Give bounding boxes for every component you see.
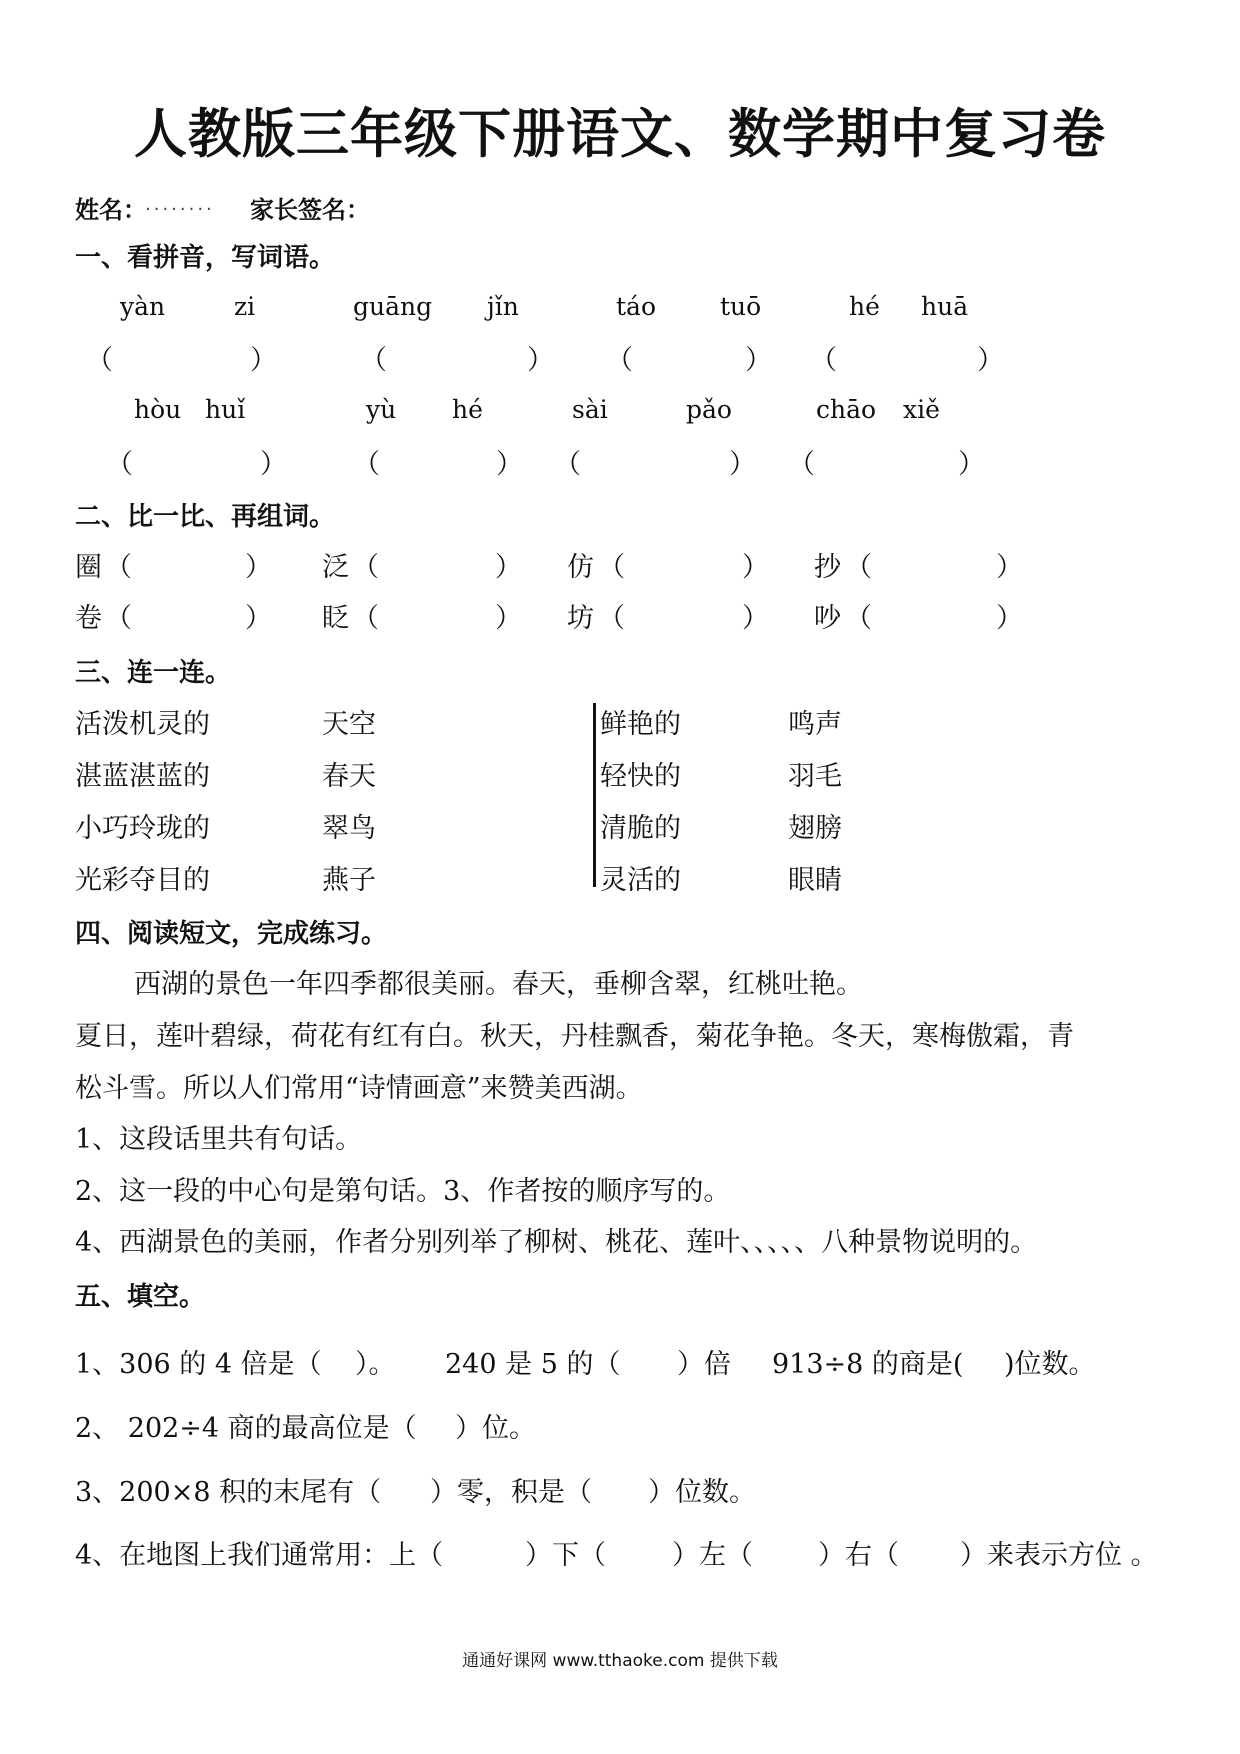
answer-right-paren: ） [496,449,523,480]
answer-left-paren: （ [554,449,581,480]
fill-question-2-end: ）位。 [455,1413,536,1444]
character: 泛 [322,552,349,583]
character: 仿 [567,552,594,583]
pinyin: hòu [134,395,182,424]
pinyin: jǐn [487,292,519,321]
question-2-3: 2、这一段的中心句是第句话。3、作者按的顺序写的。 [75,1176,731,1207]
character: 圈 [75,552,102,583]
fill-question-4-end: ）来表示方位 。 [960,1540,1158,1571]
answer-right-paren: ） [527,345,554,376]
character: 眨 [322,603,349,634]
pinyin: xiě [903,395,940,424]
character: 坊 [567,603,594,634]
match-right-target: 翅膀 [788,813,842,844]
character: 卷 [75,603,102,634]
fill-question-4: 4、在地图上我们通常用：上（ [75,1540,444,1571]
match-left-item: 活泼机灵的 [75,709,210,740]
answer-left-paren: （ [352,552,379,583]
match-left-item: 湛蓝湛蓝的 [75,761,210,792]
answer-left-paren: （ [360,345,387,376]
fill-question-1b-end: ）倍 [677,1349,731,1380]
section-1-heading: 一、看拼音，写词语。 [75,243,336,273]
fill-question-1c-end: )位数。 [1004,1349,1096,1380]
fill-question-3-end: ）位数。 [648,1477,756,1508]
answer-right-paren: ） [495,603,522,634]
pinyin: chāo [816,395,877,424]
fill-question-1: 1、306 的 4 倍是（ [75,1349,322,1380]
answer-left-paren: （ [845,603,872,634]
passage-line: 夏日，莲叶碧绿，荷花有红有白。秋天，丹桂飘香，菊花争艳。冬天，寒梅傲霜，青 [75,1021,1074,1052]
pinyin: hé [452,395,483,424]
answer-left-paren: （ [598,603,625,634]
answer-left-paren: （ [105,552,132,583]
pinyin: táo [616,292,657,321]
answer-right-paren: ） [495,552,522,583]
footer-source: 通通好课网 www.tthaoke.com 提供下载 [462,1651,778,1671]
name-dots: ........ [145,194,215,215]
section-5-heading: 五、填空。 [75,1282,206,1312]
match-left-target: 春天 [322,761,376,792]
match-left-item: 小巧玲珑的 [75,813,210,844]
page-title: 人教版三年级下册语文、数学期中复习卷 [134,104,1106,165]
answer-right-paren: ） [729,449,756,480]
pinyin: guāng [353,292,433,321]
fill-question-1c: 913÷8 的商是( [772,1349,964,1380]
fill-question-3: 3、200×8 积的末尾有（ [75,1477,382,1508]
match-left-target: 燕子 [322,865,376,896]
answer-left-paren: （ [352,603,379,634]
answer-right-paren: ） [977,345,1004,376]
answer-right-paren: ） [742,603,769,634]
answer-left-paren: （ [810,345,837,376]
pinyin: pǎo [686,395,732,424]
fill-question-4-right: ）右（ [818,1540,899,1571]
answer-right-paren: ） [245,552,272,583]
match-right-item: 轻快的 [600,761,681,792]
match-left-target: 天空 [322,709,376,740]
pinyin: huǐ [205,395,246,424]
character: 吵 [814,603,841,634]
pinyin: zi [234,292,256,321]
match-right-target: 眼睛 [788,865,842,896]
match-left-target: 翠鸟 [322,813,376,844]
answer-left-paren: （ [606,345,633,376]
pinyin: sài [572,395,608,424]
answer-left-paren: （ [86,345,113,376]
question-4: 4、西湖景色的美丽，作者分别列举了柳树、桃花、莲叶、、、、、八种景物说明的。 [75,1227,1038,1258]
parent-signature-label: 家长签名： [250,196,370,224]
fill-question-3-mid: ）零，积是（ [430,1477,592,1508]
match-right-target: 羽毛 [788,761,842,792]
answer-left-paren: （ [598,552,625,583]
answer-left-paren: （ [845,552,872,583]
fill-question-4-left: ）左（ [672,1540,753,1571]
match-right-item: 清脆的 [600,813,681,844]
section-4-heading: 四、阅读短文，完成练习。 [75,919,388,949]
fill-question-1b: 240 是 5 的（ [445,1349,621,1380]
pinyin: hé [849,292,880,321]
fill-question-1-end: ）。 [355,1349,396,1380]
character: 抄 [814,552,841,583]
section-2-heading: 二、比一比、再组词。 [75,502,336,532]
fill-question-2: 2、 202÷4 商的最高位是（ [75,1413,417,1444]
answer-right-paren: ） [996,552,1023,583]
answer-left-paren: （ [788,449,815,480]
pinyin: yàn [120,292,166,321]
match-right-target: 鸣声 [788,709,842,740]
match-right-item: 鲜艳的 [600,709,681,740]
pinyin: huā [921,292,969,321]
question-1: 1、这段话里共有句话。 [75,1124,363,1155]
answer-right-paren: ） [996,603,1023,634]
answer-left-paren: （ [353,449,380,480]
match-left-item: 光彩夺目的 [75,865,210,896]
answer-right-paren: ） [245,603,272,634]
pinyin: yù [366,395,397,424]
answer-right-paren: ） [745,345,772,376]
answer-right-paren: ） [958,449,985,480]
answer-right-paren: ） [260,449,287,480]
pinyin: tuō [720,292,762,321]
column-divider [593,703,596,887]
passage-line: 西湖的景色一年四季都很美丽。春天，垂柳含翠，红桃吐艳。 [134,969,863,1000]
answer-right-paren: ） [742,552,769,583]
passage-line: 松斗雪。所以人们常用“诗情画意”来赞美西湖。 [75,1073,643,1104]
answer-right-paren: ） [250,345,277,376]
name-label: 姓名： [75,196,147,224]
answer-left-paren: （ [105,603,132,634]
section-3-heading: 三、连一连。 [75,658,232,688]
fill-question-4-down: ）下（ [525,1540,606,1571]
match-right-item: 灵活的 [600,865,681,896]
answer-left-paren: （ [106,449,133,480]
